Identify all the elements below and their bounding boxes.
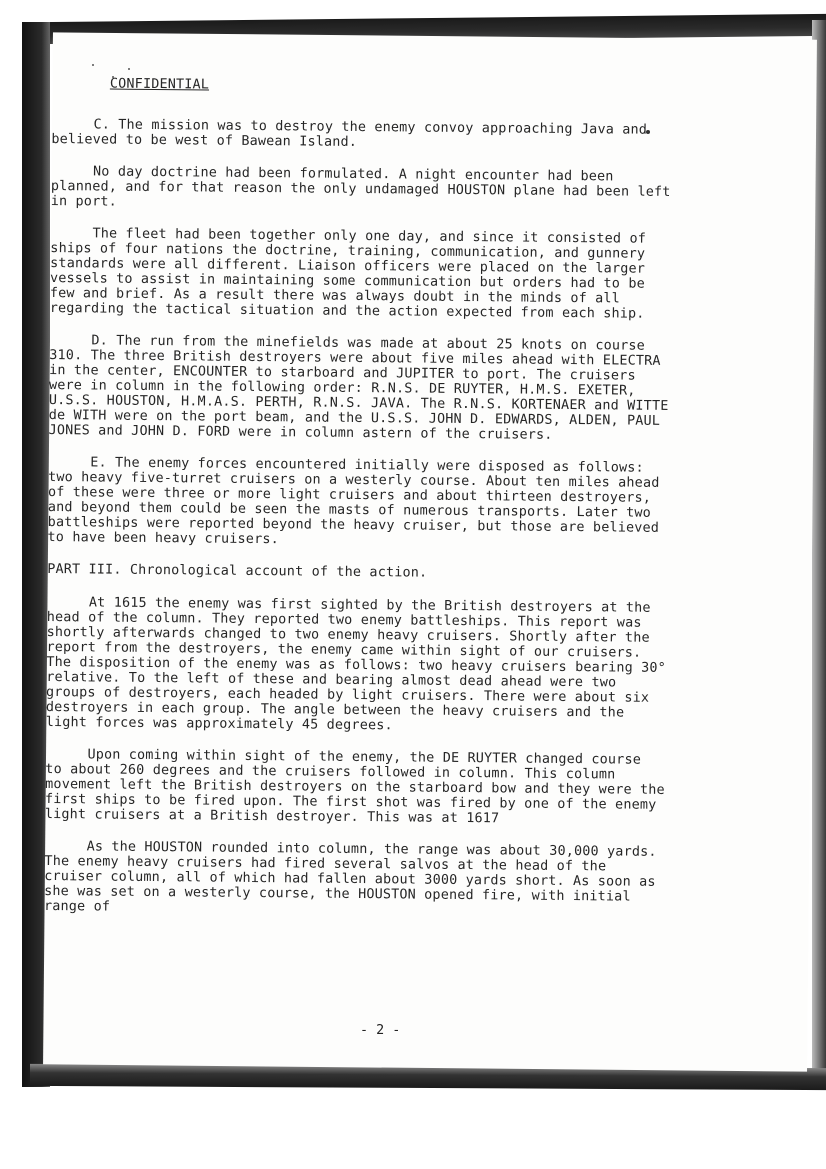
paragraph-1615: At 1615 the enemy was first sighted by the British destroyers at the head of the column. They reported two enemy battleships. This report was shortly afterwards changed to two enemy heavy cruisers. Shortly after the report from the destroyers, the enemy came within sight of our cruisers. The disposition of the enemy was as follows: two heavy cruisers bearing 30° relative. To the left of these and bearing almost dead ahead were two groups of destroyers, each headed by light cruisers. There were about six destroyers in each group. The angle between the heavy cruisers and the light forces was approximately 45 degrees.: [45, 595, 667, 734]
paragraph-course-change: Upon coming within sight of the enemy, the DE RUYTER changed course to about 260 degrees and the cruisers followed in column. This column movement left the British destroyers on the starboard bow and they were the first ships to be fired upon. The first shot was fired by one of the enemy light cruisers at a British destroyer. This was at 1617: [44, 747, 665, 827]
paragraph-fleet: The fleet had been together only one day, and since it consisted of ships of four nations the doctrine, training, communication, and gunnery standards were all different. Liaison officers were placed on the larger vessels to assist in maintaining some communication but orders had to be few and brief. As a result there was always doubt in the minds of all regarding the tactical situation and the action expected from each ship.: [49, 226, 647, 322]
speck: [92, 64, 94, 66]
confidential-header: CONFIDENTIAL: [109, 76, 210, 93]
page-number: - 2 -: [360, 1023, 401, 1038]
document-body: [44, 76, 672, 937]
paragraph-c: C. The mission was to destroy the enemy convoy approaching Java and believed to be west of Bawean Island.: [51, 117, 648, 150]
paragraph-doctrine: No day doctrine had been formulated. A night encounter had been planned, and for that reason the only undamaged HOUSTON plane had been left in port.: [50, 164, 671, 210]
part-heading: PART III. Chronological account of the action.: [47, 561, 428, 581]
paragraph-houston-fire: As the HOUSTON rounded into column, the range was about 30,000 yards. The enemy heavy cruisers had fired several salvos at the head of the cruiser column, all of which had fallen about 3000 yards short. As soon as she was set on a westerly course, the HOUSTON opened fire, with initial range of: [43, 839, 657, 915]
paragraph-d: D. The run from the minefields was made at about 25 knots on course 310. The three British destroyers were about five miles ahead with ELECTRA in the center, ENCOUNTER to starboard and JUPITER to port. The cruisers were in column in the following order: R.N.S. DE RUYTER, H.M.S. EXETER, U.S.S. HOUSTON, H.M.A.S. PERTH, R.N.S. JAVA. The R.N.S. KORTENAER and WITTE de WITH were on the port beam, and the U.S.S. JOHN D. EDWARDS, ALDEN, PAUL JONES and JOHN D. FORD were in column astern of the cruisers.: [48, 333, 669, 443]
paragraph-e: E. The enemy forces encountered initially were disposed as follows: two heavy five-turret cruisers on a westerly course. About ten miles ahead of these were three or more light cruisers and about thirteen destroyers, and beyond them could be seen the masts of numerous transports. Later two battleships were reported beyond the heavy cruiser, but those are believed to have been heavy cruisers.: [47, 455, 660, 548]
speck: [128, 68, 130, 70]
